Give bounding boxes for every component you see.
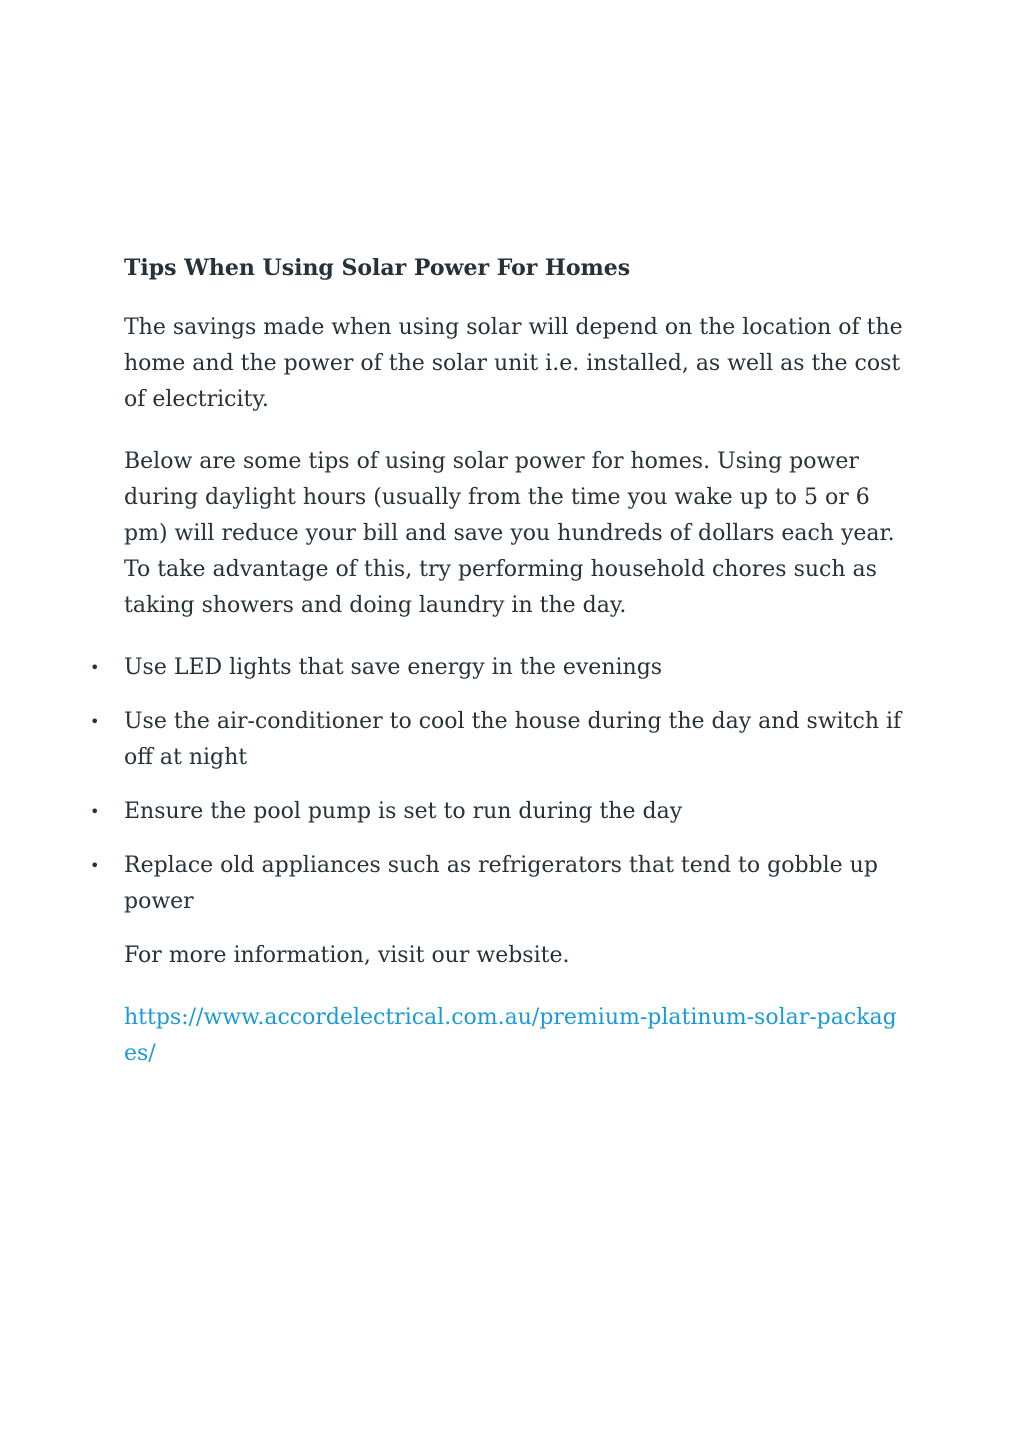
website-link[interactable]: https://www.accordelectrical.com.au/premium-platinum-solar-packages/ bbox=[124, 1005, 897, 1066]
list-item-text: Use LED lights that save energy in the evenings bbox=[124, 655, 663, 680]
document-body bbox=[90, 250, 904, 1072]
bullet-icon: • bbox=[90, 856, 100, 875]
list-item-text: Replace old appliances such as refrigerators that tend to gobble up power bbox=[124, 853, 878, 914]
bullet-icon: • bbox=[90, 712, 100, 731]
list-item-text: Ensure the pool pump is set to run during the day bbox=[124, 799, 683, 824]
tips-intro-paragraph: Below are some tips of using solar power for homes. Using power during daylight hours (usually from the time you wake up to 5 or 6 pm) will reduce your bill and save you hundreds of dollars each year. To take advantage of this, try performing household chores such as taking showers and doing laundry in the day. bbox=[124, 449, 895, 618]
document-title: Tips When Using Solar Power For Homes bbox=[124, 255, 631, 281]
more-info-text: For more information, visit our website. bbox=[124, 943, 570, 968]
list-item bbox=[90, 704, 904, 776]
bullet-icon: • bbox=[90, 802, 100, 821]
list-item-text: Use the air-conditioner to cool the house during the day and switch if off at night bbox=[124, 709, 902, 770]
list-item bbox=[90, 794, 904, 830]
bullet-icon: • bbox=[90, 658, 100, 677]
list-item bbox=[90, 650, 904, 686]
list-item bbox=[90, 848, 904, 920]
tips-list bbox=[90, 650, 904, 920]
intro-paragraph: The savings made when using solar will depend on the location of the home and the power of the solar unit i.e. installed, as well as the cost of electricity. bbox=[124, 315, 903, 412]
